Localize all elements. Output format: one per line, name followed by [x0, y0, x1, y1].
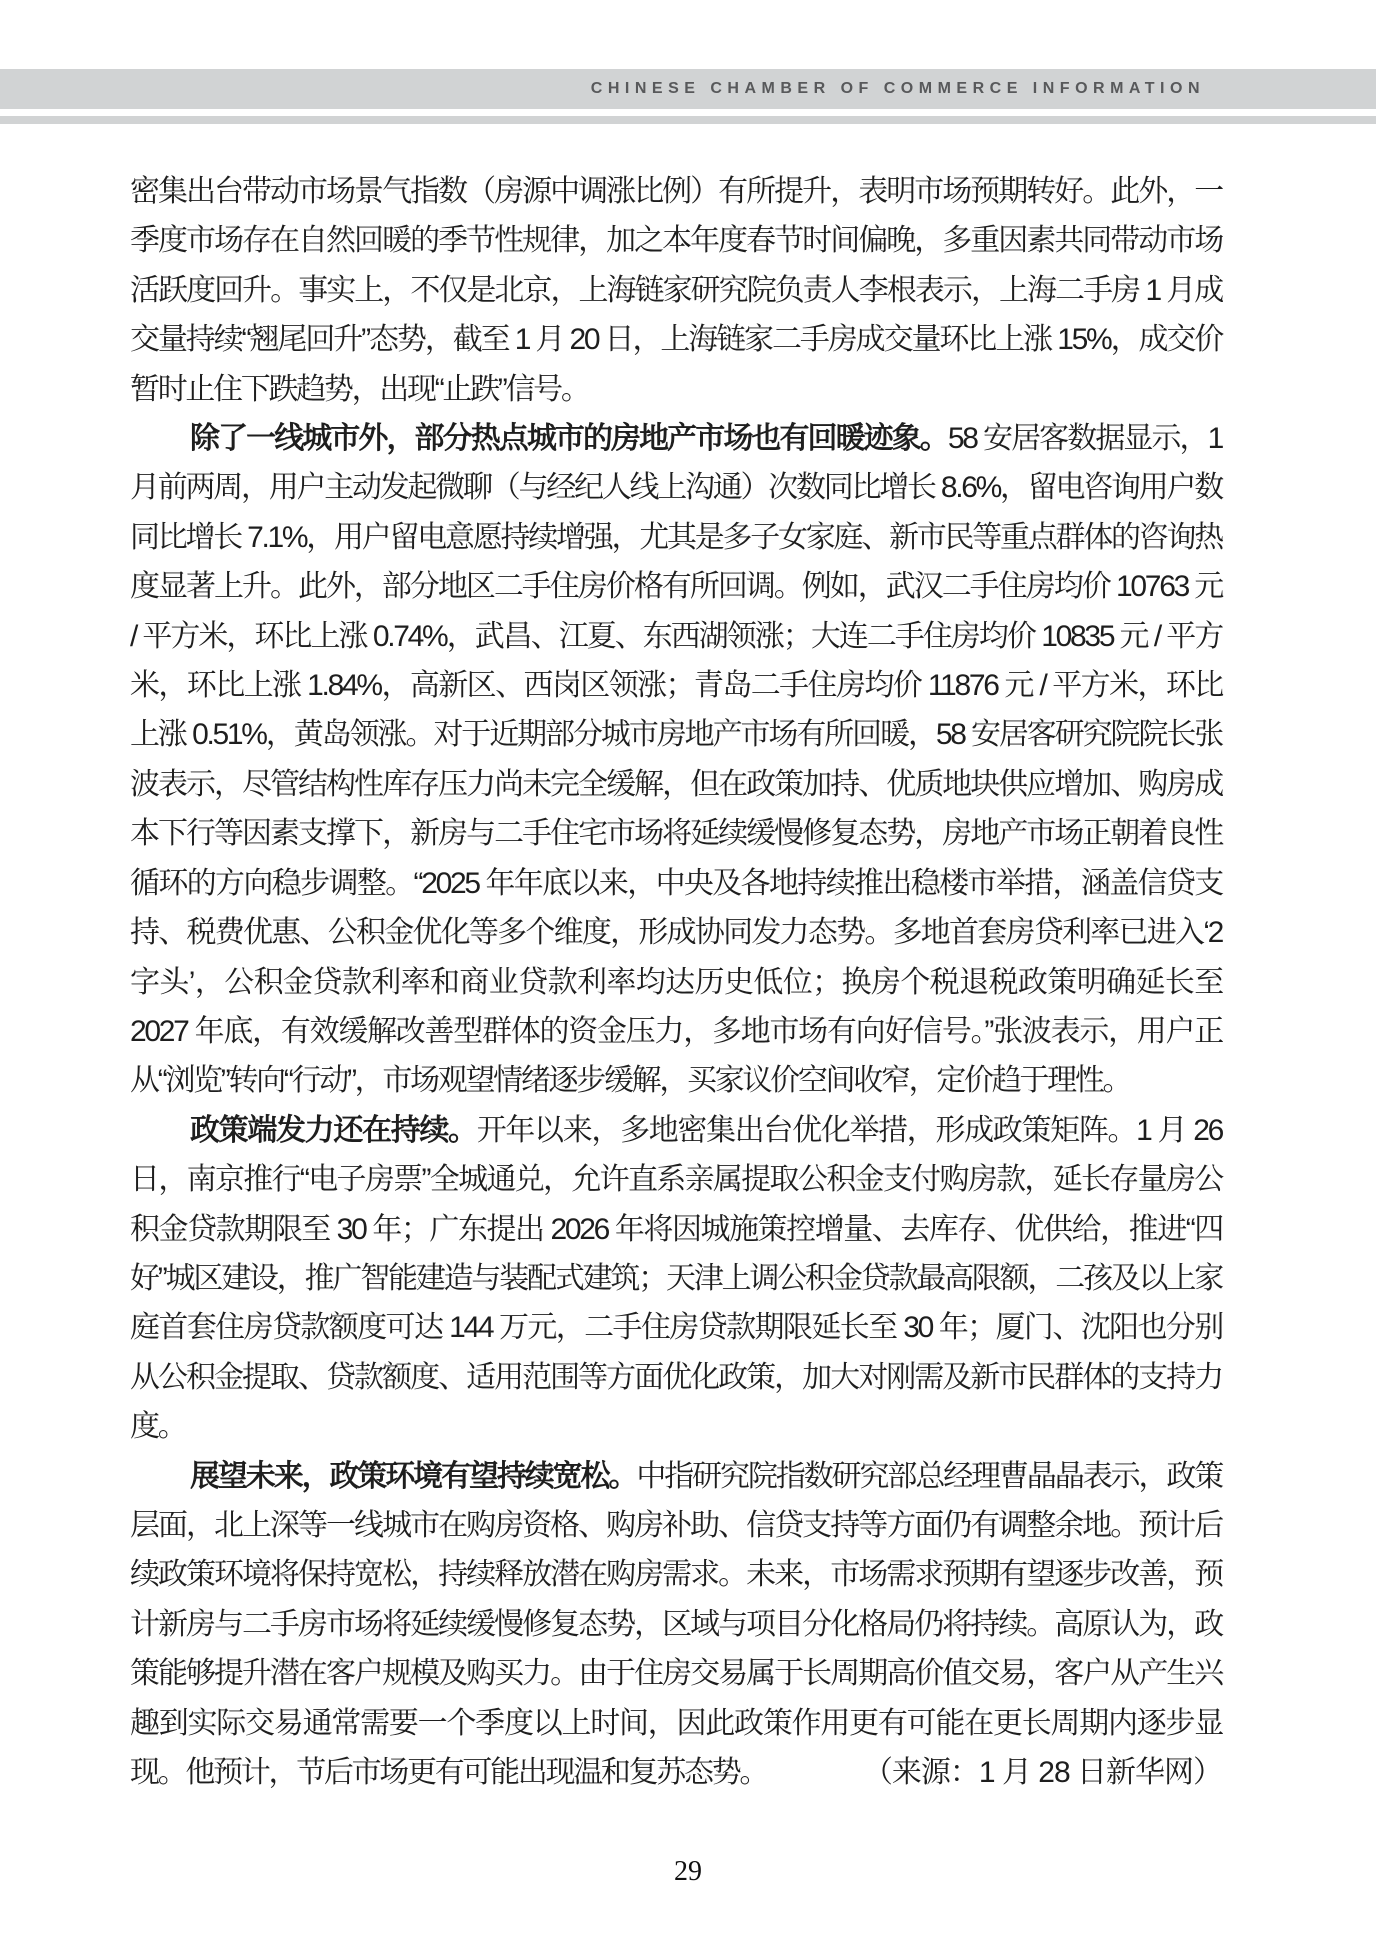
header-band — [0, 69, 1376, 109]
paragraph — [130, 414, 1222, 1106]
paragraph-lead-bold: 展望未来，政策环境有望持续宽松。 — [190, 1459, 637, 1493]
paragraph-text: 密集出台带动市场景气指数（房源中调涨比例）有所提升，表明市场预期转好。此外，一季度市场存在自然回暖的季节性规律，加之本年度春节时间偏晚，多重因素共同带动市场活跃度回升。事实上，不仅是北京，上海链家研究院负责人李根表示，上海二手房 1 月成交量持续“翘尾回升”态势，截至 1 月 20 日，上海链家二手房成交量环比上涨 15%，成交价暂时止住下跌趋势，出现“止跌”信号。 — [130, 175, 1222, 406]
paragraph-text: 58 安居客数据显示，1 月前两周，用户主动发起微聊（与经纪人线上沟通）次数同比增长 8.6%，留电咨询用户数同比增长 7.1%，用户留电意愿持续增强，尤其是多子女家庭、新市民等重点群体的咨询热度显著上升。此外，部分地区二手住房价格有所回调。例如，武汉二手住房均价 10763 元 / 平方米，环比上涨 0.74%，武昌、江夏、东西湖领涨；大连二手住房均价 10835 元 / 平方米，环比上涨 1.84%，高新区、西岗区领涨；青岛二手住房均价 11876 元 / 平方米，环比上涨 0.51%，黄岛领涨。对于近期部分城市房地产市场有所回暖，58 安居客研究院院长张波表示，尽管结构性库存压力尚未完全缓解，但在政策加持、优质地块供应增加、购房成本下行等因素支撑下，新房与二手住宅市场将延续缓慢修复态势，房地产市场正朝着良性循环的方向稳步调整。“2025 年年底以来，中央及各地持续推出稳楼市举措，涵盖信贷支持、税费优惠、公积金优化等多个维度，形成协同发力态势。多地首套房贷利率已进入‘2 字头’，公积金贷款利率和商业贷款利率均达历史低位；换房个税退税政策明确延长至 2027 年底，有效缓解改善型群体的资金压力，多地市场有向好信号。”张波表示，用户正从“浏览”转向“行动”，市场观望情绪逐步缓解，买家议价空间收窄，定价趋于理性。 — [130, 422, 1222, 1098]
paragraph-lead-bold: 除了一线城市外，部分热点城市的房地产市场也有回暖迹象。 — [190, 422, 948, 456]
source-attribution: （来源：1 月 28 日新华网） — [862, 1756, 1222, 1789]
header-divider-strip — [0, 116, 1376, 124]
page-number: 29 — [674, 1856, 702, 1887]
header-title: CHINESE CHAMBER OF COMMERCE INFORMATION — [590, 80, 1205, 97]
article-body — [130, 167, 1222, 1797]
paragraph — [130, 1452, 1222, 1798]
paragraph — [130, 167, 1222, 414]
paragraph — [130, 1106, 1222, 1452]
paragraph-text: 中指研究院指数研究部总经理曹晶晶表示，政策层面，北上深等一线城市在购房资格、购房补助、信贷支持等方面仍有调整余地。预计后续政策环境将保持宽松，持续释放潜在购房需求。未来，市场需求预期有望逐步改善，预计新房与二手房市场将延续缓慢修复态势，区域与项目分化格局仍将持续。高原认为，政策能够提升潜在客户规模及购买力。由于住房交易属于长周期高价值交易，客户从产生兴趣到实际交易通常需要一个季度以上时间，因此政策作用更有可能在更长周期内逐步显现。他预计，节后市场更有可能出现温和复苏态势。 — [130, 1459, 1223, 1789]
paragraph-lead-bold: 政策端发力还在持续。 — [190, 1113, 477, 1147]
paragraph-text: 开年以来，多地密集出台优化举措，形成政策矩阵。1 月 26 日，南京推行“电子房票”全城通兑，允许直系亲属提取公积金支付购房款，延长存量房公积金贷款期限至 30 年；广东提出 2026 年将因城施策控增量、去库存、优供给，推进“四好”城区建设，推广智能建造与装配式建筑；天津上调公积金贷款最高限额，二孩及以上家庭首套住房贷款额度可达 144 万元，二手住房贷款期限延长至 30 年；厦门、沈阳也分别从公积金提取、贷款额度、适用范围等方面优化政策，加大对刚需及新市民群体的支持力度。 — [130, 1113, 1222, 1444]
